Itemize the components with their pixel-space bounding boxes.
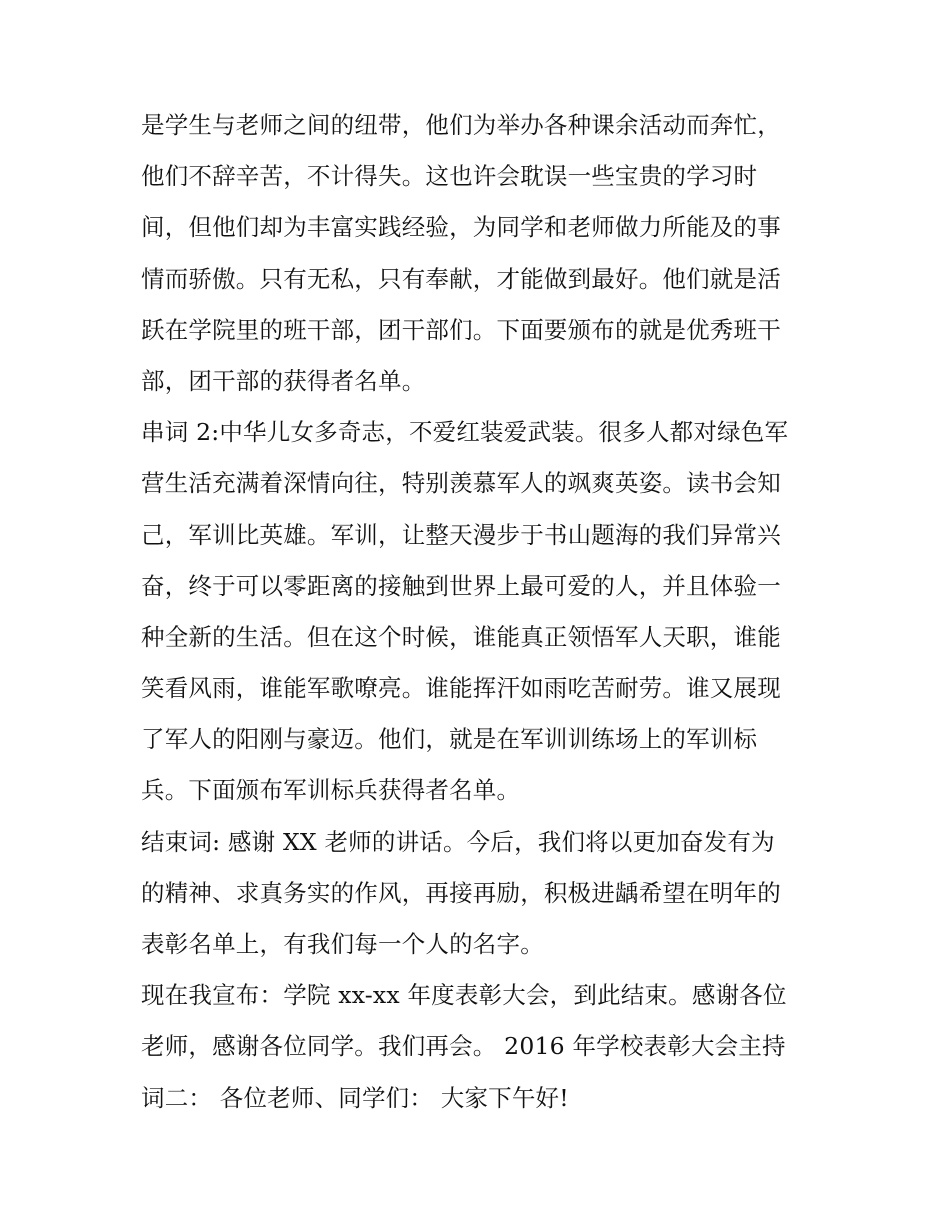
text-line: 老师，感谢各位同学。我们再会。 2016 年学校表彰大会主持 bbox=[141, 1032, 786, 1061]
text-line: 串词 2:中华儿女多奇志，不爱红装爱武装。很多人都对绿色军 bbox=[141, 418, 789, 447]
text-line: 奋，终于可以零距离的接触到世界上最可爱的人，并且体验一 bbox=[141, 571, 781, 600]
text-line: 是学生与老师之间的纽带，他们为举办各种课余活动而奔忙， bbox=[141, 111, 781, 139]
text-line: 结束词: 感谢 XX 老师的讲话。今后，我们将以更加奋发有为 bbox=[141, 827, 775, 856]
text-line: 情而骄傲。只有无私，只有奉献，才能做到最好。他们就是活 bbox=[141, 264, 781, 293]
text-line: 了军人的阳刚与豪迈。他们，就是在军训训练场上的军训标 bbox=[141, 725, 758, 754]
text-line: 种全新的生活。但在这个时候，谁能真正领悟军人天职，谁能 bbox=[141, 622, 781, 651]
text-line: 他们不辞辛苦，不计得失。这也许会耽误一些宝贵的学习时 bbox=[141, 162, 758, 191]
text-line: 的精神、求真务实的作风，再接再励，积极进龋希望在明年的 bbox=[141, 878, 781, 907]
text-line: 兵。下面颁布军训标兵获得者名单。 bbox=[141, 776, 521, 805]
text-line: 词二： 各位老师、同学们： 大家下午好! bbox=[141, 1083, 569, 1112]
text-line: 跃在学院里的班干部，团干部们。下面要颁布的就是优秀班干 bbox=[141, 315, 781, 344]
text-line: 表彰名单上，有我们每一个人的名字。 bbox=[141, 930, 544, 958]
text-line: 笑看风雨，谁能军歌嘹亮。谁能挥汗如雨吃苦耐劳。谁又展现 bbox=[141, 674, 781, 703]
text-line: 间，但他们却为丰富实践经验，为同学和老师做力所能及的事 bbox=[141, 213, 781, 242]
body-text bbox=[141, 100, 821, 1124]
text-line: 现在我宣布：学院 xx-xx 年度表彰大会，到此结束。感谢各位 bbox=[141, 981, 787, 1010]
text-line: 部，团干部的获得者名单。 bbox=[141, 366, 426, 395]
text-line: 营生活充满着深情向往，特别羡慕军人的飒爽英姿。读书会知 bbox=[141, 469, 781, 498]
text-line: 己，军训比英雄。军训，让整天漫步于书山题海的我们异常兴 bbox=[141, 520, 781, 549]
